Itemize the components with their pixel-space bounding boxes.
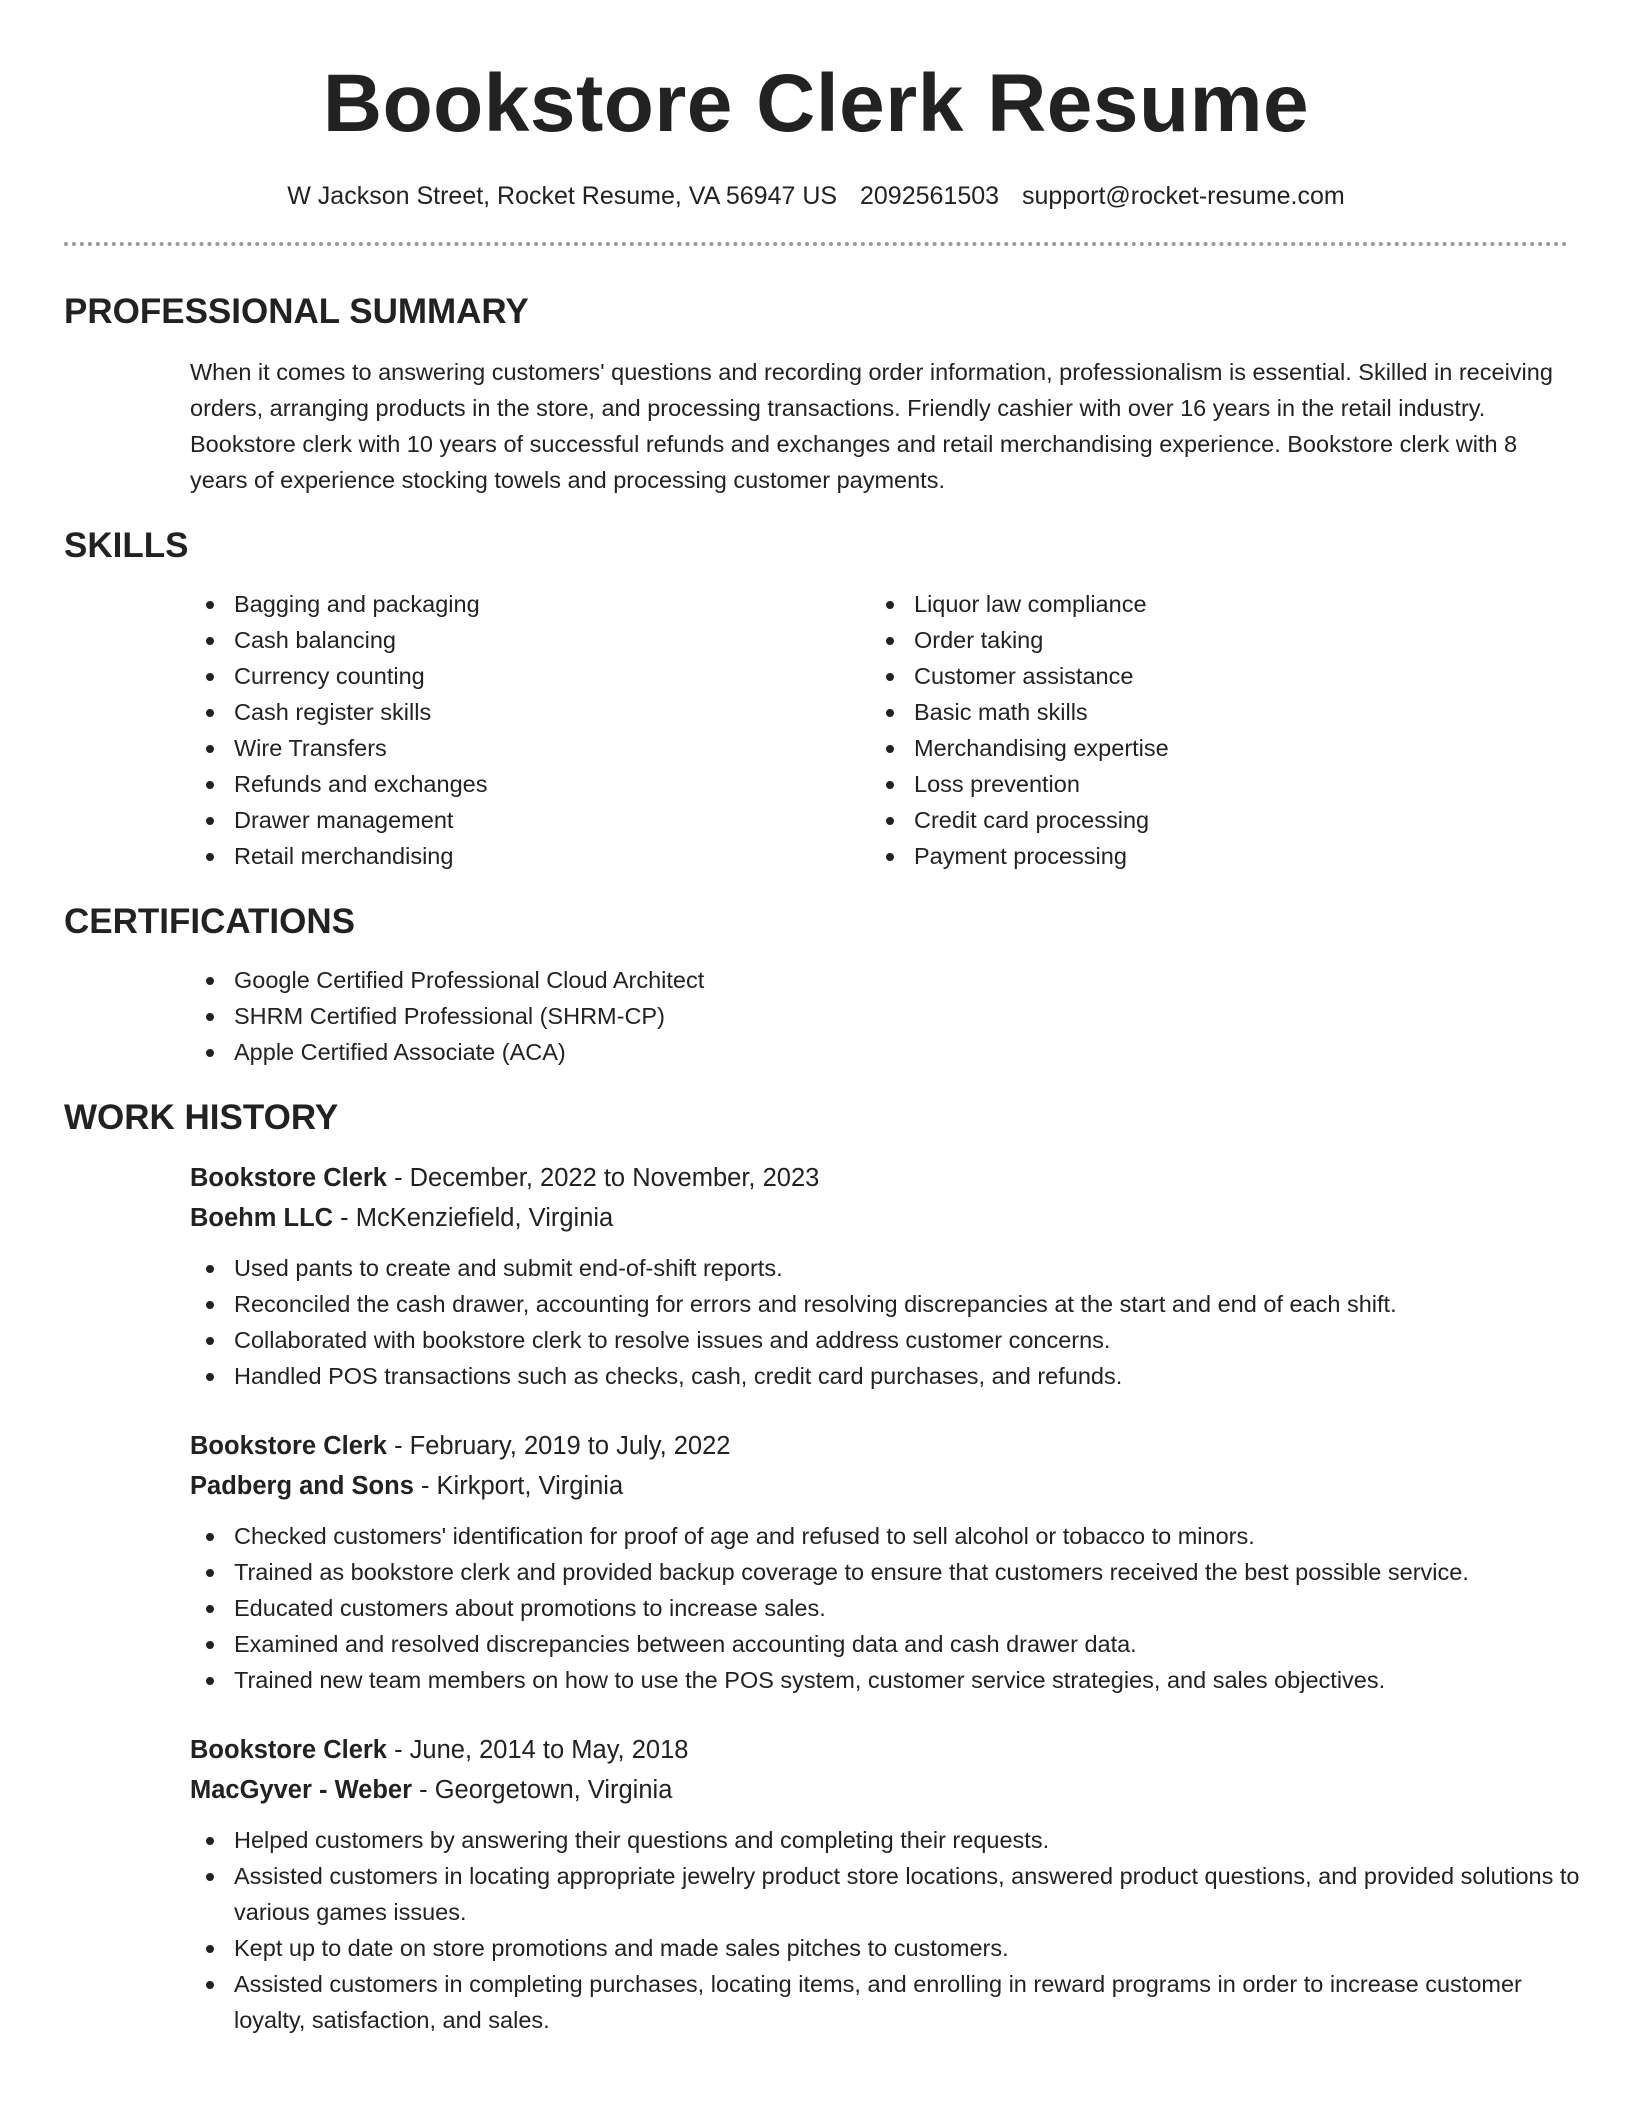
job-duties-list <box>64 1822 1590 2038</box>
job-company-line <box>190 1198 1568 1238</box>
job-title: Bookstore Clerk <box>190 1164 387 1192</box>
job-duty: Helped customers by answering their questions and completing their requests. <box>190 1822 1590 1858</box>
skill-item: Wire Transfers <box>190 730 870 766</box>
skill-item: Merchandising expertise <box>870 730 1510 766</box>
job-location: - Kirkport, Virginia <box>413 1472 624 1500</box>
job-dates: - December, 2022 to November, 2023 <box>386 1164 820 1192</box>
certifications-heading: CERTIFICATIONS <box>64 902 356 941</box>
header-divider <box>64 242 1568 246</box>
skills-heading: SKILLS <box>64 526 189 565</box>
summary-text: When it comes to answering customers' questions and recording order information, professionalism is essential. Skilled in receiving orders, arranging products in the store, and processing transactions. Friendly cashier with over 16 years in the retail industry. Bookstore clerk with 10 years of successful refunds and exchanges and retail merchandising experience. Bookstore clerk with 8 years of experience stocking towels and processing customer payments. <box>190 359 1553 493</box>
skills-list-right <box>870 586 1510 874</box>
job-title: Bookstore Clerk <box>190 1736 387 1764</box>
job-duty: Handled POS transactions such as checks, cash, credit card purchases, and refunds. <box>190 1358 1590 1394</box>
contact-phone: 2092561503 <box>860 182 1000 210</box>
job-title: Bookstore Clerk <box>190 1432 387 1460</box>
certification-item: Google Certified Professional Cloud Architect <box>190 962 1568 998</box>
job-duties-list <box>64 1518 1590 1698</box>
job-company-line <box>190 1770 1568 1810</box>
job-duty: Trained as bookstore clerk and provided backup coverage to ensure that customers received the best possible service. <box>190 1554 1590 1590</box>
skill-item: Payment processing <box>870 838 1510 874</box>
job-duty: Collaborated with bookstore clerk to resolve issues and address customer concerns. <box>190 1322 1590 1358</box>
resume-title: Bookstore Clerk Resume <box>322 58 1310 149</box>
job-duty: Checked customers' identification for proof of age and refused to sell alcohol or tobacco to minors. <box>190 1518 1590 1554</box>
skill-item: Loss prevention <box>870 766 1510 802</box>
skill-item: Refunds and exchanges <box>190 766 870 802</box>
job-duty: Used pants to create and submit end-of-shift reports. <box>190 1250 1590 1286</box>
job-location: - Georgetown, Virginia <box>412 1776 673 1804</box>
skill-item: Drawer management <box>190 802 870 838</box>
job-entry <box>190 1730 1580 2038</box>
contact-email: support@rocket-resume.com <box>1022 182 1345 210</box>
certifications-list <box>64 962 1568 1070</box>
job-duty: Reconciled the cash drawer, accounting for errors and resolving discrepancies at the start and end of each shift. <box>190 1286 1590 1322</box>
job-title-line <box>190 1158 1568 1198</box>
job-duty: Kept up to date on store promotions and made sales pitches to customers. <box>190 1930 1590 1966</box>
job-duty: Examined and resolved discrepancies between accounting data and cash drawer data. <box>190 1626 1590 1662</box>
job-company: Padberg and Sons <box>190 1472 414 1500</box>
job-duties-list <box>64 1250 1590 1394</box>
job-entry <box>190 1426 1568 1698</box>
job-dates: - June, 2014 to May, 2018 <box>386 1736 689 1764</box>
skill-item: Bagging and packaging <box>190 586 870 622</box>
job-company: Boehm LLC <box>190 1204 334 1232</box>
job-dates: - February, 2019 to July, 2022 <box>386 1432 731 1460</box>
skill-item: Credit card processing <box>870 802 1510 838</box>
job-location: - McKenziefield, Virginia <box>333 1204 614 1232</box>
job-duty: Trained new team members on how to use the POS system, customer service strategies, and sales objectives. <box>190 1662 1590 1698</box>
skill-item: Currency counting <box>190 658 870 694</box>
contact-address: W Jackson Street, Rocket Resume, VA 56947 US <box>287 182 838 210</box>
skills-list-left <box>190 586 870 874</box>
job-entry <box>190 1158 1568 1394</box>
work-history-heading: WORK HISTORY <box>64 1098 339 1137</box>
summary-heading: PROFESSIONAL SUMMARY <box>64 292 529 331</box>
job-title-line <box>190 1426 1568 1466</box>
skill-item: Basic math skills <box>870 694 1510 730</box>
skill-item: Retail merchandising <box>190 838 870 874</box>
job-duty: Assisted customers in locating appropriate jewelry product store locations, answered product questions, and provided solutions to various games issues. <box>190 1858 1590 1930</box>
skill-item: Cash balancing <box>190 622 870 658</box>
job-company-line <box>190 1466 1568 1506</box>
certification-item: SHRM Certified Professional (SHRM-CP) <box>190 998 1568 1034</box>
skill-item: Customer assistance <box>870 658 1510 694</box>
contact-line <box>64 180 1568 212</box>
skill-item: Order taking <box>870 622 1510 658</box>
skills-columns <box>64 586 1568 874</box>
certification-item: Apple Certified Associate (ACA) <box>190 1034 1568 1070</box>
skill-item: Liquor law compliance <box>870 586 1510 622</box>
job-title-line <box>190 1730 1568 1770</box>
job-duty: Educated customers about promotions to increase sales. <box>190 1590 1590 1626</box>
job-duty: Assisted customers in completing purchases, locating items, and enrolling in reward programs in order to increase customer loyalty, satisfaction, and sales. <box>190 1966 1590 2038</box>
job-company: MacGyver - Weber <box>190 1776 413 1804</box>
skill-item: Cash register skills <box>190 694 870 730</box>
